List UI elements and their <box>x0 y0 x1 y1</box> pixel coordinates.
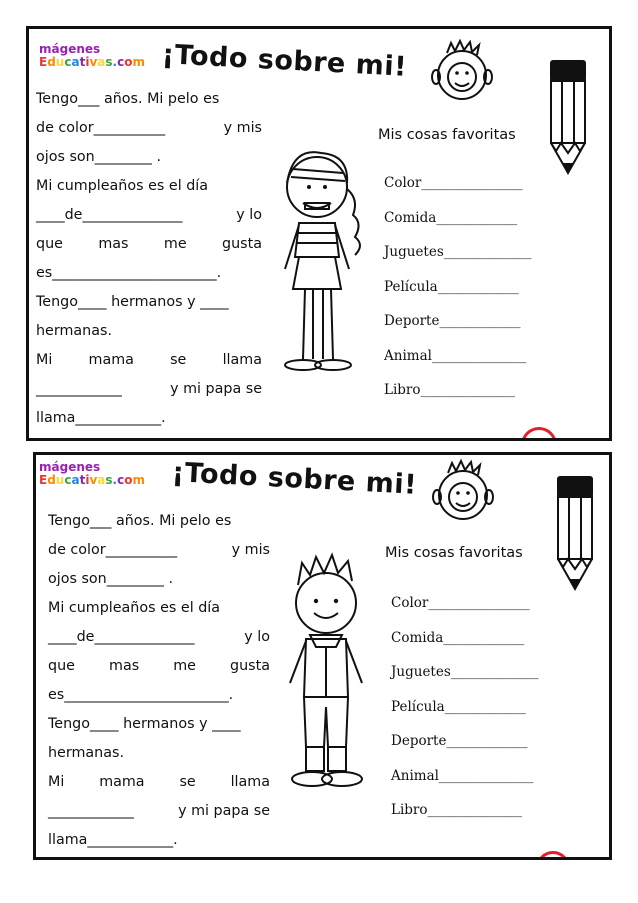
paragraph-line <box>36 85 262 114</box>
paragraph-text: de color__________ <box>48 542 178 558</box>
favorites-heading: Mis cosas favoritas <box>378 127 516 143</box>
paragraph-text: ____________ <box>48 803 134 819</box>
paragraph-text: Mi <box>48 774 65 790</box>
pencil-icon <box>545 57 591 177</box>
paragraph-text: ____de______________ <box>48 629 195 645</box>
favorite-item: Libro______________ <box>384 382 516 398</box>
paragraph-text: llama <box>230 774 270 790</box>
paragraph-line <box>36 172 262 201</box>
paragraph-text: mas <box>98 236 129 252</box>
site-logo <box>39 43 145 69</box>
paragraph-text: ojos son________ . <box>36 149 161 165</box>
paragraph-text: hermanas. <box>36 323 112 339</box>
paragraph-text: de color__________ <box>36 120 166 136</box>
paragraph-text: y mi papa se <box>170 381 262 397</box>
logo-line2: Educativas.com <box>39 473 145 487</box>
paragraph-line <box>48 507 270 536</box>
paragraph-line <box>36 346 262 375</box>
paragraph-line <box>36 375 262 404</box>
paragraph-text: que <box>48 658 75 674</box>
paragraph-text: y lo <box>236 207 262 223</box>
favorite-item: Color_______________ <box>384 175 523 191</box>
favorites-list <box>384 175 532 417</box>
favorite-item: Comida____________ <box>391 629 525 646</box>
girl-illustration <box>273 139 373 379</box>
paragraph-text: gusta <box>222 236 262 252</box>
red-decoration <box>536 851 570 860</box>
paragraph-text: ____de______________ <box>36 207 183 223</box>
paragraph-line <box>48 536 270 565</box>
paragraph-line <box>48 768 270 797</box>
favorite-item: Deporte____________ <box>391 733 528 749</box>
paragraph-text: llama____________. <box>36 410 166 426</box>
paragraph-text: y mis <box>223 120 262 136</box>
favorite-item: Comida____________ <box>384 209 518 226</box>
paragraph-line <box>36 259 262 288</box>
pencil-icon <box>552 473 598 593</box>
paragraph-line <box>36 201 262 230</box>
favorite-item: Animal______________ <box>391 767 534 784</box>
paragraph-line <box>48 710 270 739</box>
paragraph-text: me <box>173 658 196 674</box>
favorite-item: Película____________ <box>391 698 526 715</box>
paragraph-line <box>48 594 270 623</box>
boy-illustration <box>276 547 376 797</box>
paragraph-text: hermanas. <box>48 745 124 761</box>
favorites-list <box>391 595 539 837</box>
paragraph-line <box>36 114 262 143</box>
paragraph-line <box>48 826 270 855</box>
favorites-heading: Mis cosas favoritas <box>385 545 523 561</box>
favorite-item: Deporte____________ <box>384 313 521 329</box>
paragraph-text: Tengo____ hermanos y ____ <box>36 294 229 310</box>
paragraph-line <box>36 143 262 172</box>
paragraph-text: Tengo___ años. Mi pelo es <box>36 91 220 107</box>
paragraph-text: mama <box>99 774 145 790</box>
paragraph-text: Mi cumpleaños es el día <box>48 600 221 616</box>
paragraph-line <box>48 681 270 710</box>
paragraph-line <box>36 317 262 346</box>
paragraph-text: es_______________________. <box>48 687 234 703</box>
about-me-paragraph <box>36 85 262 433</box>
about-me-paragraph <box>48 507 270 855</box>
site-logo <box>39 461 145 487</box>
paragraph-text: llama <box>222 352 262 368</box>
paragraph-line <box>36 404 262 433</box>
favorite-item: Juguetes_____________ <box>384 244 532 260</box>
paragraph-text: se <box>170 352 187 368</box>
paragraph-line <box>36 288 262 317</box>
paragraph-line <box>48 739 270 768</box>
paragraph-line <box>48 623 270 652</box>
favorite-item: Película____________ <box>384 278 519 295</box>
favorite-item: Libro______________ <box>391 802 523 818</box>
paragraph-text: Tengo___ años. Mi pelo es <box>48 513 232 529</box>
paragraph-text: y mi papa se <box>178 803 270 819</box>
logo-line2: Educativas.com <box>39 55 145 69</box>
paragraph-text: Mi cumpleaños es el día <box>36 178 209 194</box>
paragraph-text: gusta <box>230 658 270 674</box>
worksheet-card-girl <box>26 26 612 441</box>
logo-line1: mágenes <box>39 460 101 474</box>
paragraph-line <box>48 797 270 826</box>
paragraph-text: mama <box>88 352 134 368</box>
worksheet-card-boy <box>33 452 612 860</box>
paragraph-text: y lo <box>244 629 270 645</box>
paragraph-text: llama____________. <box>48 832 178 848</box>
page-title: ¡Todo sobre mi! <box>171 457 418 501</box>
paragraph-text: mas <box>109 658 140 674</box>
paragraph-text: Mi <box>36 352 53 368</box>
favorite-item: Animal______________ <box>384 347 527 364</box>
red-decoration <box>521 427 557 441</box>
smiley-face-icon <box>427 37 497 103</box>
logo-line1: mágenes <box>39 42 101 56</box>
paragraph-text: Tengo____ hermanos y ____ <box>48 716 241 732</box>
paragraph-text: se <box>179 774 196 790</box>
paragraph-text: ____________ <box>36 381 122 397</box>
paragraph-line <box>48 652 270 681</box>
favorite-item: Juguetes_____________ <box>391 664 539 680</box>
paragraph-line <box>48 565 270 594</box>
paragraph-text: es_______________________. <box>36 265 222 281</box>
smiley-face-icon <box>428 457 498 523</box>
paragraph-text: me <box>163 236 187 252</box>
paragraph-text: ojos son________ . <box>48 571 173 587</box>
paragraph-text: que <box>36 236 63 252</box>
favorite-item: Color_______________ <box>391 595 530 611</box>
paragraph-line <box>36 230 262 259</box>
paragraph-text: y mis <box>231 542 270 558</box>
page-title: ¡Todo sobre mi! <box>161 39 408 83</box>
